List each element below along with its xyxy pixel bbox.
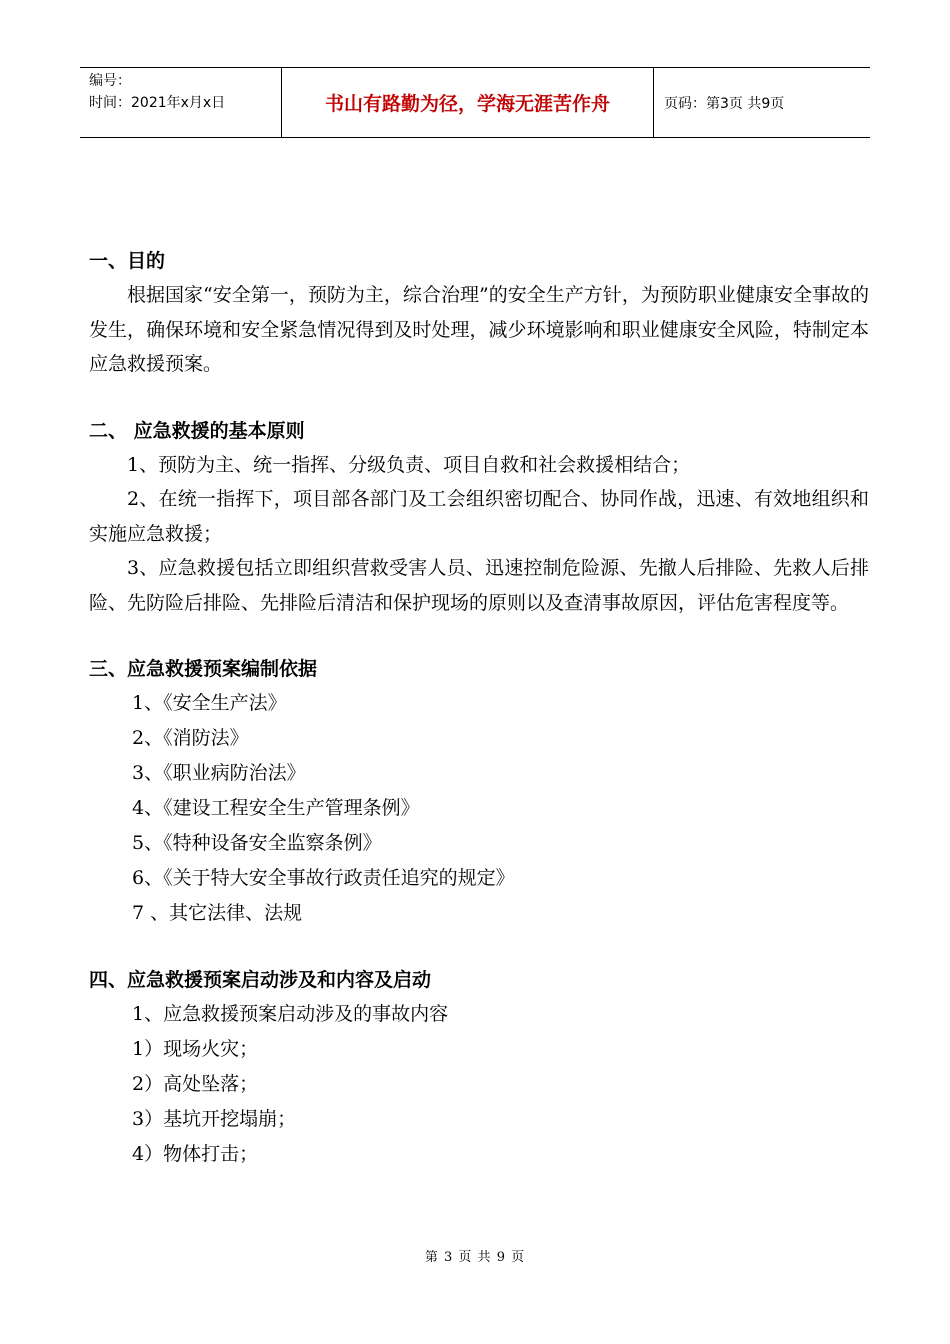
document-body xyxy=(89,244,869,1204)
section-title: 三、应急救援预案编制依据 xyxy=(89,658,318,680)
list-item: 6、《关于特大安全事故行政责任追究的规定》 xyxy=(132,867,515,889)
list-item: 5、《特种设备安全监察条例》 xyxy=(132,832,382,854)
paragraph: 2、在统一指挥下，项目部各部门及工会组织密切配合、协同作战，迅速、有效地组织和实施应急救援； xyxy=(89,488,869,545)
list-item: 1）现场火灾； xyxy=(132,1038,259,1060)
list-item: 1、应急救援预案启动涉及的事故内容 xyxy=(132,1003,449,1025)
header-motto: 书山有路勤为径，学海无涯苦作舟 xyxy=(282,68,654,137)
section-activation xyxy=(89,963,869,1172)
section-purpose xyxy=(89,244,869,382)
paragraph: 3、应急救援包括立即组织营救受害人员、迅速控制危险源、先撤人后排险、先救人后排险、先防险后排险、先排险后清洁和保护现场的原则以及查清事故原因，评估危害程度等。 xyxy=(89,557,869,614)
section-title: 二、 应急救援的基本原则 xyxy=(89,419,305,442)
list-item: 7 、其它法律、法规 xyxy=(132,902,303,924)
list-item: 2、《消防法》 xyxy=(132,727,249,749)
list-item: 2）高处坠落； xyxy=(132,1073,259,1095)
section-title: 四、应急救援预案启动涉及和内容及启动 xyxy=(89,969,432,991)
section-principles xyxy=(89,414,869,621)
time-label: 时间：2021年x月x日 xyxy=(89,95,226,111)
page-header xyxy=(80,67,870,138)
paragraph: 根据国家“安全第一，预防为主，综合治理”的安全生产方针，为预防职业健康安全事故的发生，确保环境和安全紧急情况得到及时处理，减少环境影响和职业健康安全风险，特制定本应急救援预案。 xyxy=(89,284,869,375)
section-title: 一、目的 xyxy=(89,250,166,272)
header-page-info: 页码：第3页 共9页 xyxy=(664,95,785,112)
section-basis xyxy=(89,652,869,931)
list-item: 3、《职业病防治法》 xyxy=(132,762,306,784)
number-label: 编号： xyxy=(89,73,131,89)
list-item: 3）基坑开挖塌崩； xyxy=(132,1108,297,1130)
list-item: 4、《建设工程安全生产管理条例》 xyxy=(132,797,420,819)
paragraph: 1、预防为主、统一指挥、分级负责、项目自救和社会救援相结合； xyxy=(127,453,691,476)
header-left-cell xyxy=(80,68,282,137)
list-item: 4）物体打击； xyxy=(132,1143,259,1165)
page-footer: 第 3 页 共 9 页 xyxy=(424,1250,526,1265)
list-item: 1、《安全生产法》 xyxy=(132,692,287,714)
